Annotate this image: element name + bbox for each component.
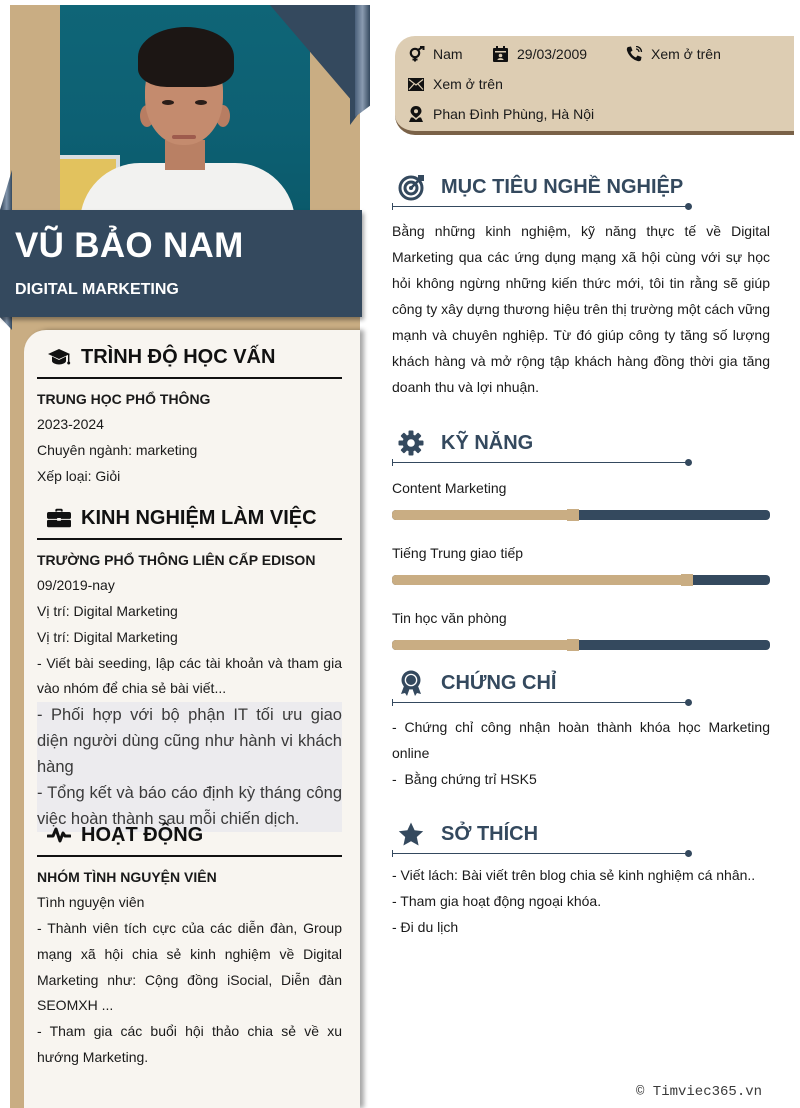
- section-title: MỤC TIÊU NGHỀ NGHIỆP: [441, 175, 684, 198]
- section-title: TRÌNH ĐỘ HỌC VẤN: [81, 345, 276, 368]
- objective-section: [392, 171, 770, 400]
- education-major: Chuyên ngành: marketing: [37, 442, 198, 459]
- hobby-item: - Đi du lịch: [392, 919, 459, 935]
- skills-section: [392, 427, 770, 673]
- decorative-corner-shade: [355, 5, 370, 117]
- copyright-footer: © Timviec365.vn: [636, 1084, 763, 1100]
- activity-role: Tình nguyện viên: [37, 894, 145, 911]
- job-title: DIGITAL MARKETING: [15, 281, 179, 298]
- contact-info-box: [395, 36, 794, 135]
- section-title: KỸ NĂNG: [441, 431, 534, 454]
- section-divider: [392, 850, 692, 858]
- gender-value: Nam: [433, 46, 463, 62]
- hobby-item: - Viết lách: Bài viết trên blog chia sẻ kinh nghiệm cá nhân..: [392, 867, 756, 883]
- address-value: Phan Đình Phùng, Hà Nội: [433, 106, 595, 122]
- skill-bar-knob: [567, 639, 579, 651]
- phone-icon: [625, 46, 643, 62]
- photo-hair: [138, 27, 234, 87]
- certificate-item: - Chứng chỉ công nhận hoàn thành khóa học Marketing online: [392, 719, 770, 761]
- profile-photo: [60, 5, 310, 210]
- contact-phone: [625, 46, 721, 62]
- target-icon: [397, 173, 425, 201]
- experience-description: - Viết bài seeding, lập các tài khoản và tham gia vào nhóm để chia sẻ bài viết...: [37, 654, 342, 697]
- skill-label: Tiếng Trung giao tiếp: [392, 545, 524, 561]
- hobbies-section: [392, 818, 770, 940]
- education-section: [37, 341, 342, 490]
- section-divider: [392, 203, 692, 211]
- activity-description: - Tham gia các buổi hội thảo chia sẻ về xu hướng Marketing.: [37, 1023, 342, 1066]
- photo-eye: [195, 100, 207, 105]
- skill-bar-knob: [681, 574, 693, 586]
- photo-eye: [162, 100, 174, 105]
- objective-text: Bằng những kinh nghiệm, kỹ năng thực tế về Digital Marketing qua các ứng dụng mạng xã hội cùng với sự học hỏi không ngừng những kiến thức mới, tôi tin rằng sẽ giúp công ty xây dựng thương hiệu trên thị trường một cách vững mạnh và chuyên nghiệp. Từ đó giúp công ty tăng số lượng khách hàng và mở rộng tập khách hàng đồng thời gia tăng doanh thu và lợi nhuận.: [392, 223, 770, 395]
- contact-email: [407, 76, 503, 92]
- experience-period: 09/2019-nay: [37, 577, 115, 594]
- skill-bar-fill: [392, 575, 687, 585]
- section-title: SỞ THÍCH: [441, 822, 539, 845]
- activity-organization: NHÓM TÌNH NGUYỆN VIÊN: [37, 868, 217, 885]
- contact-address: [407, 106, 594, 122]
- map-marker-icon: [407, 106, 425, 122]
- skill-bar: [392, 510, 770, 520]
- gender-icon: [407, 46, 425, 62]
- heartbeat-icon: [47, 825, 71, 845]
- phone-value[interactable]: Xem ở trên: [651, 46, 721, 62]
- experience-position: Vị trí: Digital Marketing: [37, 628, 178, 645]
- activity-description: - Thành viên tích cực của các diễn đàn, Group mạng xã hội chia sẻ kinh nghiệm về Digital Marketing như: Cộng đồng iSocial, Diễn đàn SEOMXH ...: [37, 920, 342, 1014]
- experience-description: - Tổng kết và báo cáo định kỳ tháng công việc hoàn thành sau mỗi chiến dịch.: [37, 780, 342, 832]
- award-icon: [397, 669, 425, 697]
- section-title: HOẠT ĐỘNG: [81, 823, 204, 846]
- photo-shirt: [80, 163, 295, 210]
- activities-section: [37, 819, 342, 1071]
- gear-icon: [397, 429, 425, 457]
- education-school: TRUNG HỌC PHỔ THÔNG: [37, 390, 211, 407]
- email-value[interactable]: Xem ở trên: [433, 76, 503, 92]
- birthday-value: 29/03/2009: [517, 46, 588, 62]
- skill-bar-fill: [392, 640, 573, 650]
- skill-bar: [392, 640, 770, 650]
- skill-label: Content Marketing: [392, 480, 507, 496]
- skills-list: [392, 478, 770, 650]
- section-divider: [37, 855, 342, 857]
- certificate-item: - Bằng chứng trỉ HSK5: [392, 771, 537, 787]
- contact-gender: [407, 46, 463, 62]
- experience-description: - Phối hợp với bộ phận IT tối ưu giao diện người dùng cũng như hành vi khách hàng: [37, 702, 342, 780]
- education-period: 2023-2024: [37, 416, 104, 433]
- photo-mouth: [172, 135, 196, 139]
- section-title: KINH NGHIỆM LÀM VIỆC: [81, 506, 317, 529]
- certificates-section: [392, 667, 770, 792]
- experience-company: TRƯỜNG PHỔ THÔNG LIÊN CẤP EDISON: [37, 551, 316, 568]
- skill-bar-fill: [392, 510, 573, 520]
- skill-bar: [392, 575, 770, 585]
- contact-birthday: [491, 46, 587, 62]
- hobby-item: - Tham gia hoạt động ngoại khóa.: [392, 893, 602, 909]
- skill-bar-knob: [567, 509, 579, 521]
- section-title: CHỨNG CHỈ: [441, 671, 557, 694]
- section-divider: [392, 699, 692, 707]
- briefcase-icon: [47, 508, 71, 528]
- section-divider: [37, 538, 342, 540]
- candidate-name: VŨ BẢO NAM: [15, 226, 244, 265]
- star-icon: [397, 820, 425, 848]
- graduation-cap-icon: [47, 347, 71, 367]
- calendar-icon: [491, 46, 509, 62]
- section-divider: [37, 377, 342, 379]
- section-divider: [392, 459, 692, 467]
- education-rank: Xếp loại: Giỏi: [37, 467, 121, 484]
- experience-position: Vị trí: Digital Marketing: [37, 603, 178, 620]
- envelope-icon: [407, 76, 425, 92]
- experience-section: [37, 502, 342, 832]
- skill-label: Tin học văn phòng: [392, 610, 507, 626]
